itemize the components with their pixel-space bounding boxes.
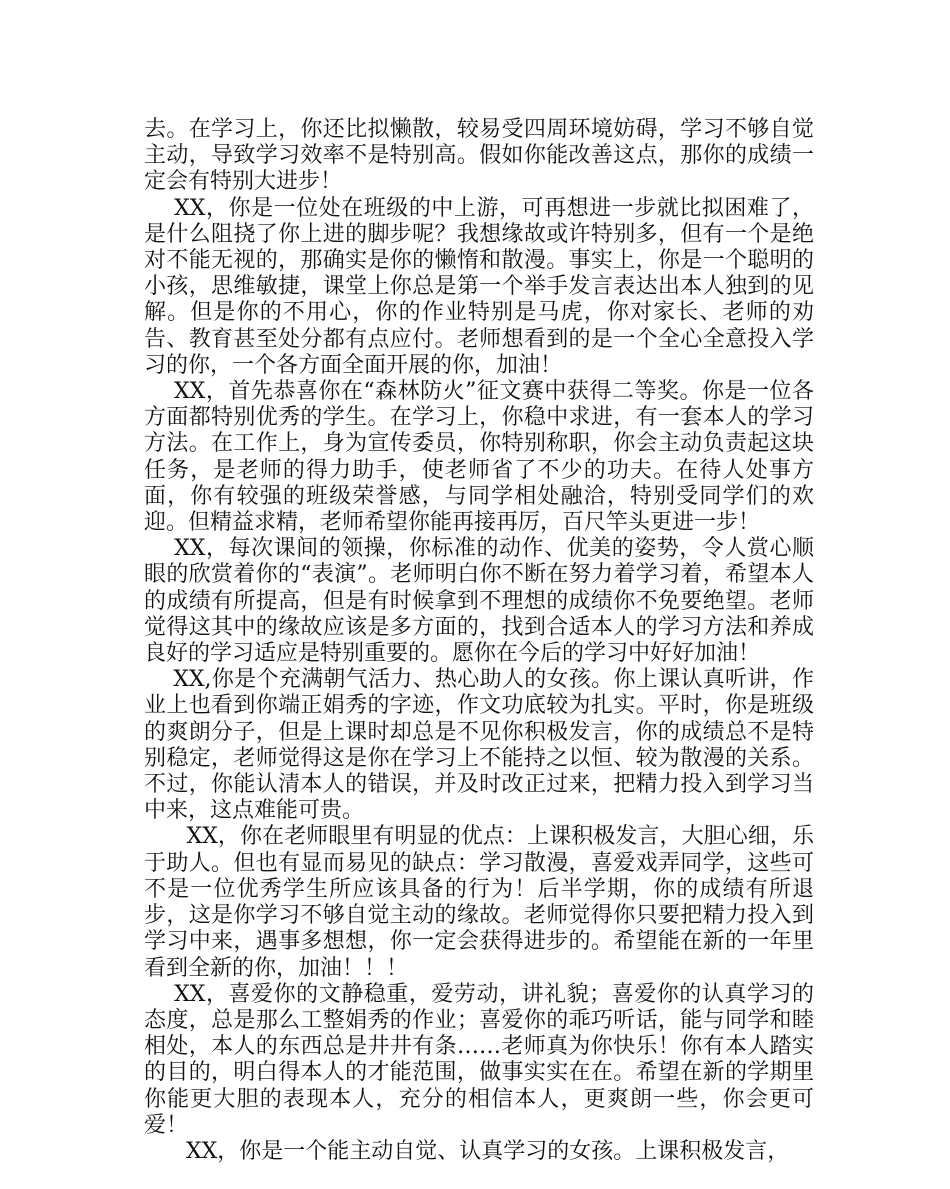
paragraph: XX，你是一位处在班级的中上游，可再想进一步就比拟困难了，是什么阻挠了你上进的脚步呢？我想缘故或许特别多，但有一个是绝对不能无视的，那确实是你的懒惰和散漫。事实上，你是一个聪明的小孩，思维敏捷，课堂上你总是第一个举手发言表达出本人独到的见解。但是你的不用心，你的作业特别是马虎，你对家长、老师的劝告、教育甚至处分都有点应付。老师想看到的是一个全心全意投入学习的你，一个各方面全面开展的你，加油！ [144, 195, 815, 378]
paragraph: XX，喜爱你的文静稳重，爱劳动，讲礼貌；喜爱你的认真学习的态度，总是那么工整娟秀的作业；喜爱你的乖巧听话，能与同学和睦相处，本人的东西总是井井有条……老师真为你快乐！你有本人踏实的目的，明白得本人的才能范围，做事实实在在。希望在新的学期里你能更大胆的表现本人，充分的相信本人，更爽朗一些，你会更可爱！ [144, 981, 815, 1138]
paragraph: XX,你是个充满朝气活力、热心助人的女孩。你上课认真听讲，作业上也看到你端正娟秀的字迹，作文功底较为扎实。平时，你是班级的爽朗分子，但是上课时却总是不见你积极发言，你的成绩总不是特别稳定，老师觉得这是你在学习上不能持之以恒、较为散漫的关系。不过，你能认清本人的错误，并及时改正过来，把精力投入到学习当中来，这点难能可贵。 [144, 667, 814, 824]
paragraph: 去。在学习上，你还比拟懒散，较易受四周环境妨碍，学习不够自觉主动，导致学习效率不是特别高。假如你能改善这点，那你的成绩一定会有特别大进步！ [144, 117, 814, 195]
paragraph: XX，首先恭喜你在“森林防火”征文赛中获得二等奖。你是一位各方面都特别优秀的学生。在学习上，你稳中求进，有一套本人的学习方法。在工作上，身为宣传委员，你特别称职，你会主动负责起这块任务，是老师的得力助手，使老师省了不少的功夫。在待人处事方面，你有较强的班级荣誉感，与同学相处融洽，特别受同学们的欢迎。但精益求精，老师希望你能再接再厉，百尺竿头更进一步！ [144, 379, 814, 536]
paragraph: XX，每次课间的领操，你标准的动作、优美的姿势，令人赏心顺眼的欣赏着你的“表演”。老师明白你不断在努力着学习着，希望本人的成绩有所提高，但是有时候拿到不理想的成绩你不免要绝望。老师觉得这其中的缘故应该是多方面的，找到合适本人的学习方法和养成良好的学习适应是特别重要的。愿你在今后的学习中好好加油！ [144, 536, 815, 667]
paragraph: XX，你是一个能主动自觉、认真学习的女孩。上课积极发言， [144, 1138, 790, 1164]
document-body [144, 117, 814, 1165]
paragraph: XX，你在老师眼里有明显的优点：上课积极发言，大胆心细，乐于助人。但也有显而易见的缺点：学习散漫，喜爱戏弄同学，这些可不是一位优秀学生所应该具备的行为！后半学期，你的成绩有所退步，这是你学习不够自觉主动的缘故。老师觉得你只要把精力投入到学习中来，遇事多想想，你一定会获得进步的。希望能在新的一年里看到全新的你，加油！！！ [144, 824, 814, 981]
